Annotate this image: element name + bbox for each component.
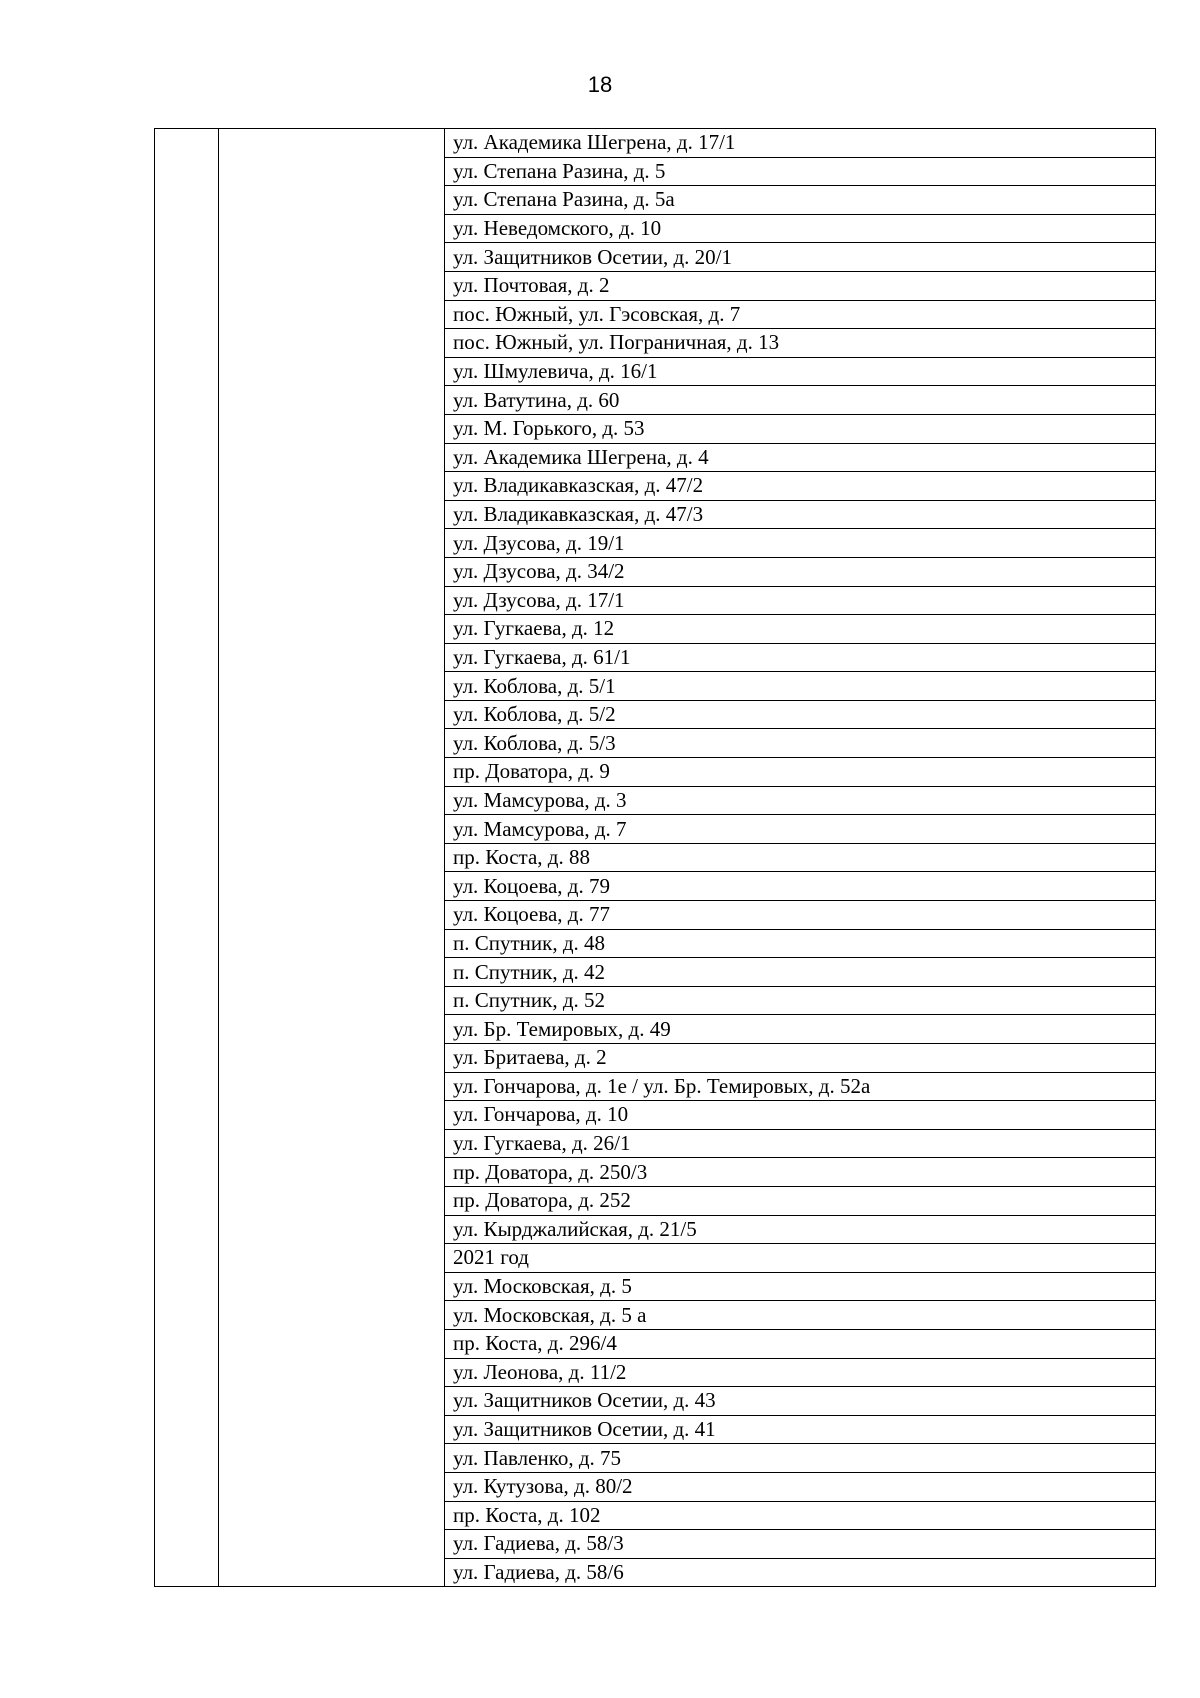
address-cell: пр. Коста, д. 88 bbox=[445, 843, 1156, 872]
address-cell: ул. Бр. Темировых, д. 49 bbox=[445, 1015, 1156, 1044]
address-cell: ул. Мамсурова, д. 7 bbox=[445, 815, 1156, 844]
address-cell: ул. Бритаева, д. 2 bbox=[445, 1044, 1156, 1073]
address-cell: ул. Ватутина, д. 60 bbox=[445, 386, 1156, 415]
address-cell: ул. Коцоева, д. 77 bbox=[445, 901, 1156, 930]
address-table-body bbox=[155, 129, 1156, 1587]
address-cell: ул. Дзусова, д. 17/1 bbox=[445, 586, 1156, 615]
address-cell: п. Спутник, д. 48 bbox=[445, 929, 1156, 958]
address-cell: ул. Степана Разина, д. 5 bbox=[445, 157, 1156, 186]
number-column-cell bbox=[155, 129, 219, 1587]
address-cell: ул. Московская, д. 5 bbox=[445, 1272, 1156, 1301]
address-cell: ул. Неведомского, д. 10 bbox=[445, 214, 1156, 243]
address-cell: ул. Кырджалийская, д. 21/5 bbox=[445, 1215, 1156, 1244]
table-row bbox=[155, 129, 1156, 158]
address-cell: ул. Академика Шегрена, д. 17/1 bbox=[445, 129, 1156, 158]
address-cell: ул. Гугкаева, д. 61/1 bbox=[445, 643, 1156, 672]
address-cell: ул. Коцоева, д. 79 bbox=[445, 872, 1156, 901]
address-cell: ул. Московская, д. 5 а bbox=[445, 1301, 1156, 1330]
address-cell: пр. Коста, д. 296/4 bbox=[445, 1329, 1156, 1358]
address-table bbox=[154, 128, 1156, 1587]
address-cell: ул. Гончарова, д. 10 bbox=[445, 1101, 1156, 1130]
address-cell: п. Спутник, д. 52 bbox=[445, 986, 1156, 1015]
address-cell: пр. Доватора, д. 252 bbox=[445, 1186, 1156, 1215]
address-cell: пр. Доватора, д. 9 bbox=[445, 758, 1156, 787]
address-cell: 2021 год bbox=[445, 1244, 1156, 1273]
address-cell: ул. Шмулевича, д. 16/1 bbox=[445, 357, 1156, 386]
address-cell: ул. Владикавказская, д. 47/2 bbox=[445, 472, 1156, 501]
address-cell: ул. Коблова, д. 5/2 bbox=[445, 700, 1156, 729]
address-cell: ул. Гадиева, д. 58/6 bbox=[445, 1558, 1156, 1587]
address-cell: ул. Почтовая, д. 2 bbox=[445, 271, 1156, 300]
address-cell: ул. Дзусова, д. 19/1 bbox=[445, 529, 1156, 558]
address-cell: ул. Гадиева, д. 58/3 bbox=[445, 1530, 1156, 1559]
page-number: 18 bbox=[587, 72, 613, 97]
address-cell: ул. Павленко, д. 75 bbox=[445, 1444, 1156, 1473]
address-cell: пр. Доватора, д. 250/3 bbox=[445, 1158, 1156, 1187]
name-column-cell bbox=[219, 129, 445, 1587]
address-cell: ул. Академика Шегрена, д. 4 bbox=[445, 443, 1156, 472]
address-cell: ул. Коблова, д. 5/3 bbox=[445, 729, 1156, 758]
address-cell: ул. Гугкаева, д. 12 bbox=[445, 615, 1156, 644]
address-cell: ул. Защитников Осетии, д. 41 bbox=[445, 1415, 1156, 1444]
address-cell: ул. М. Горького, д. 53 bbox=[445, 414, 1156, 443]
address-cell: пос. Южный, ул. Гэсовская, д. 7 bbox=[445, 300, 1156, 329]
address-cell: ул. Защитников Осетии, д. 43 bbox=[445, 1387, 1156, 1416]
address-cell: ул. Гугкаева, д. 26/1 bbox=[445, 1129, 1156, 1158]
address-cell: ул. Степана Разина, д. 5а bbox=[445, 186, 1156, 215]
address-cell: п. Спутник, д. 42 bbox=[445, 958, 1156, 987]
address-cell: ул. Защитников Осетии, д. 20/1 bbox=[445, 243, 1156, 272]
address-cell: ул. Коблова, д. 5/1 bbox=[445, 672, 1156, 701]
address-cell: ул. Мамсурова, д. 3 bbox=[445, 786, 1156, 815]
address-cell: ул. Гончарова, д. 1е / ул. Бр. Темировых, д. 52а bbox=[445, 1072, 1156, 1101]
address-cell: пр. Коста, д. 102 bbox=[445, 1501, 1156, 1530]
address-cell: ул. Леонова, д. 11/2 bbox=[445, 1358, 1156, 1387]
address-cell: ул. Кутузова, д. 80/2 bbox=[445, 1472, 1156, 1501]
address-cell: пос. Южный, ул. Пограничная, д. 13 bbox=[445, 329, 1156, 358]
address-cell: ул. Дзусова, д. 34/2 bbox=[445, 557, 1156, 586]
address-cell: ул. Владикавказская, д. 47/3 bbox=[445, 500, 1156, 529]
